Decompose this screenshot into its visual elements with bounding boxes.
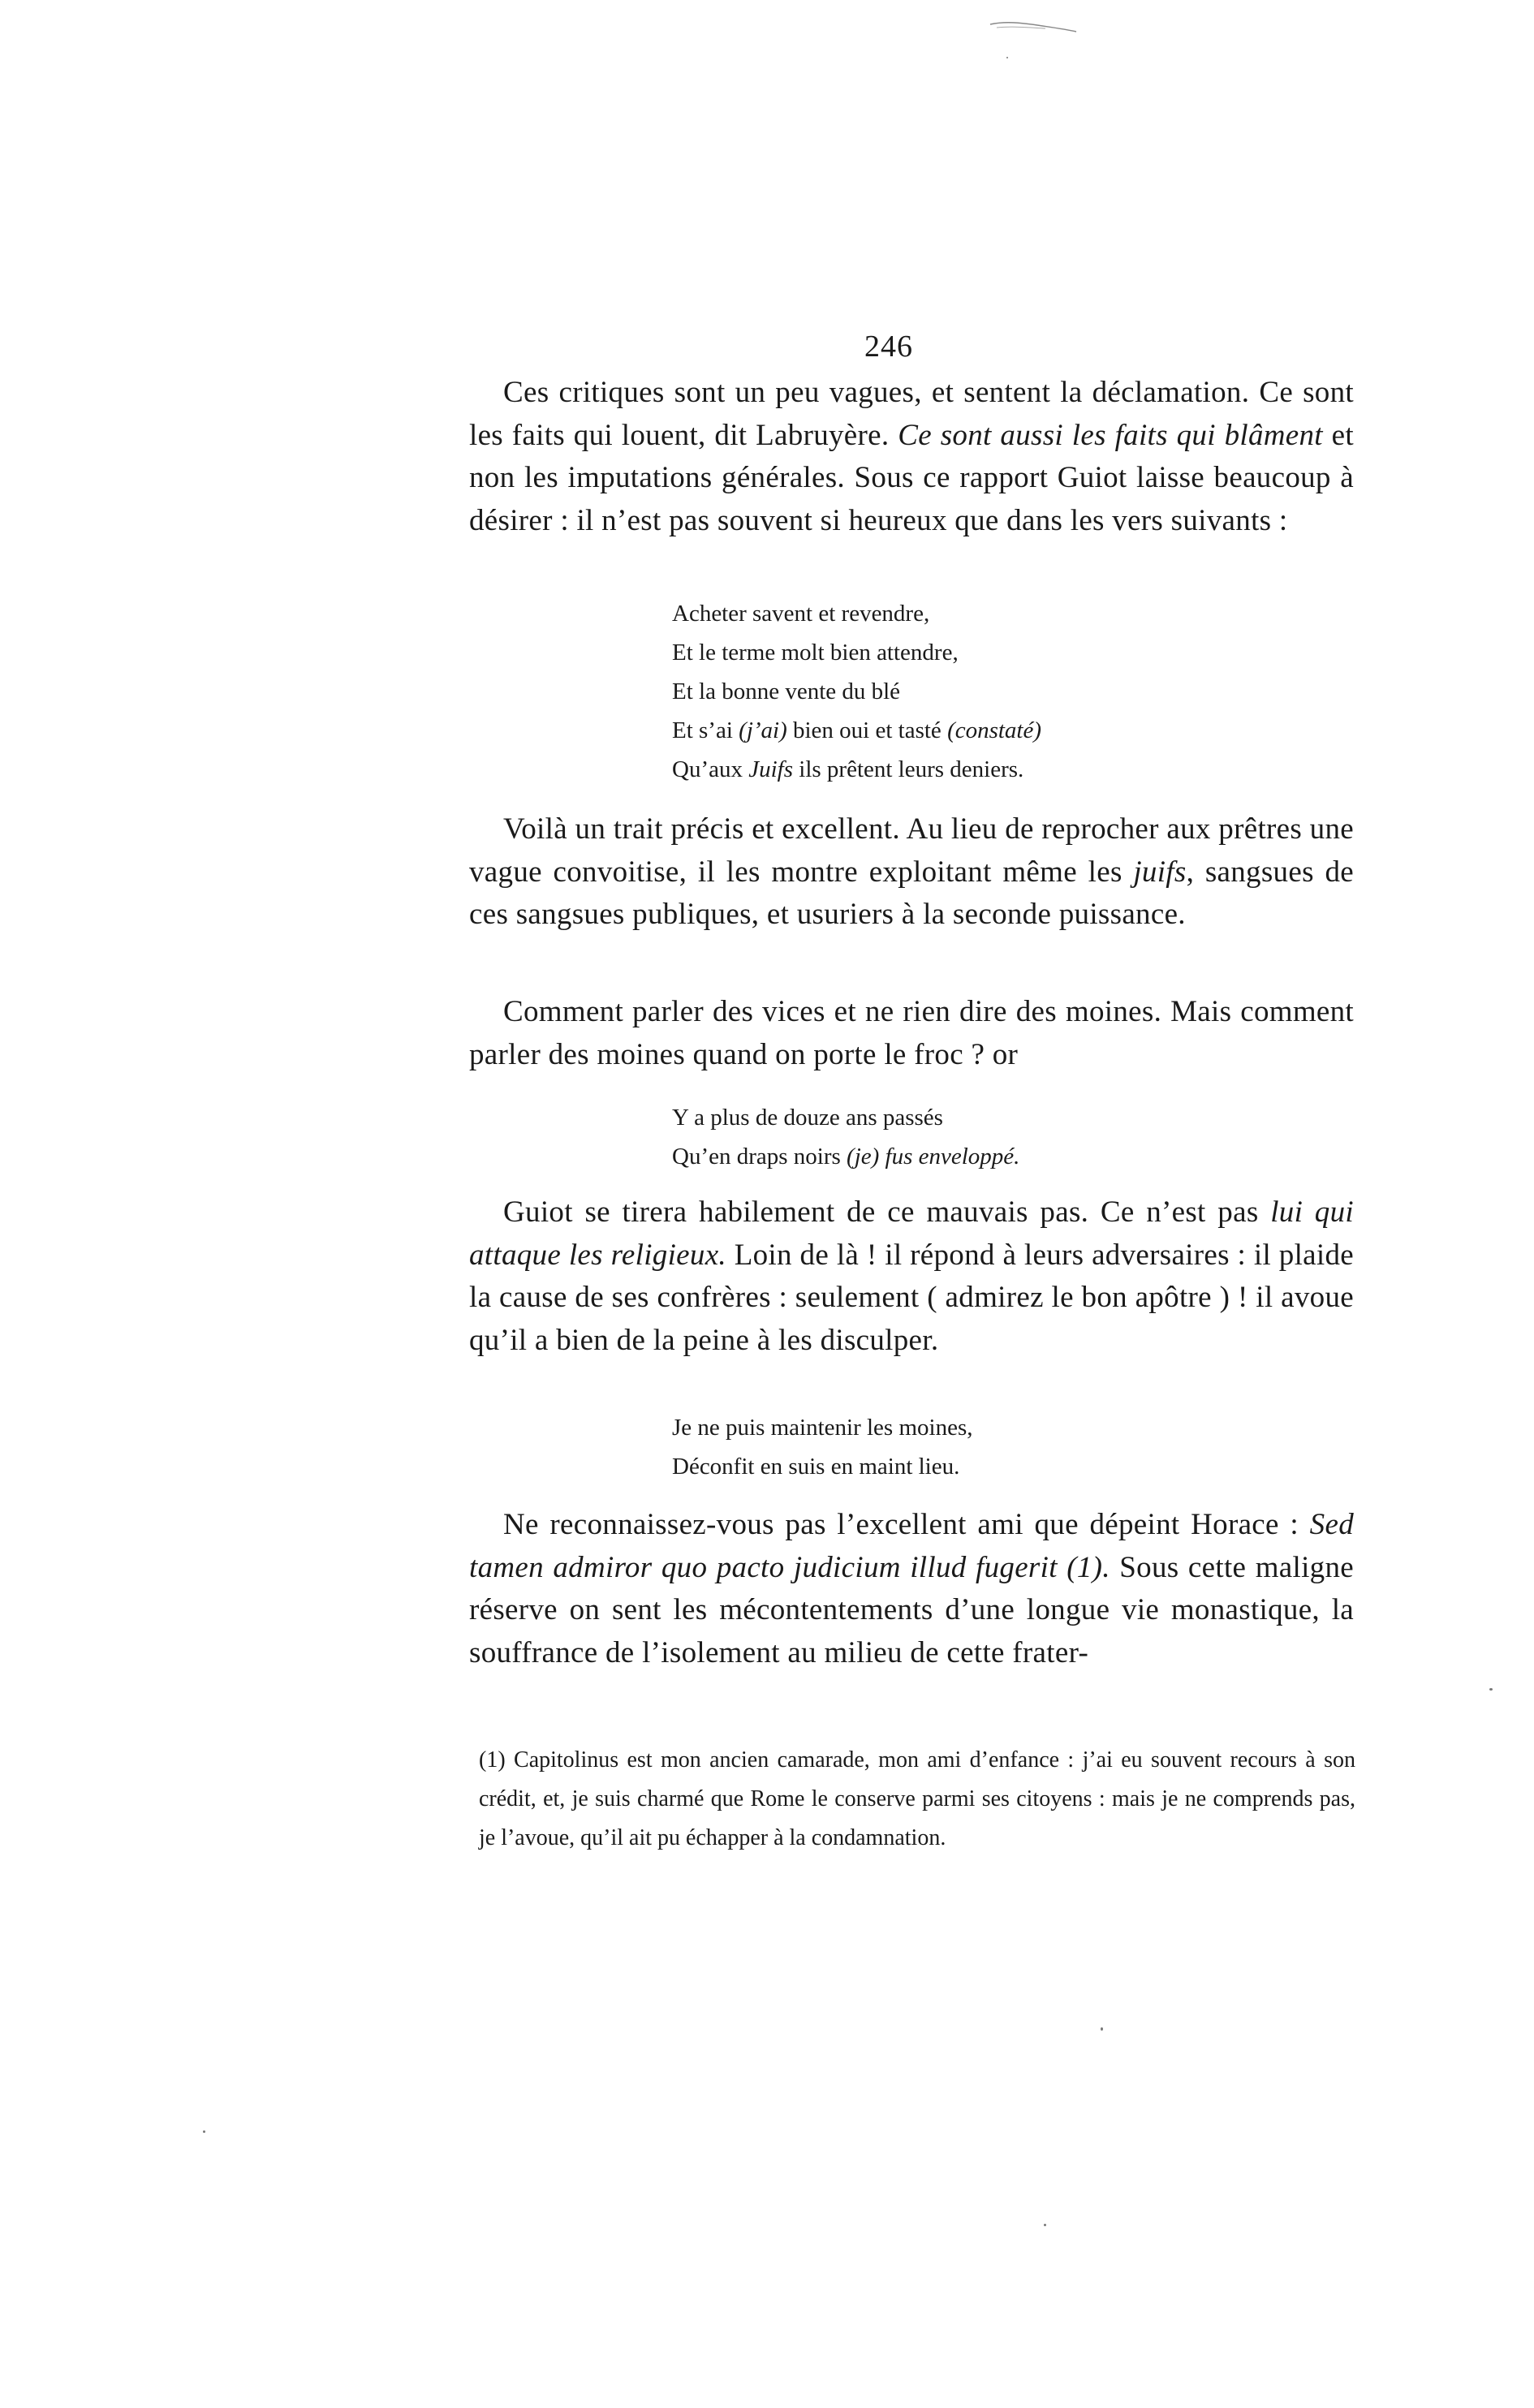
paragraph-5	[469, 1504, 1354, 1674]
paper-speck	[1489, 1688, 1493, 1691]
verse-1-line-5-text: Qu’aux	[672, 756, 749, 782]
verse-1-line-4	[672, 711, 1256, 750]
verse-1-line-4-gloss-2: (constaté)	[947, 717, 1042, 743]
paragraph-5-text-end: Sous cette maligne réserve on sent les mécontentements d’une longue vie monastique, la souffrance de l’isolement au milieu de cette frater-	[469, 1550, 1354, 1669]
verse-1-line-1: Acheter savent et revendre,	[672, 601, 930, 627]
paper-speck	[1006, 57, 1008, 58]
verse-2-line-2	[672, 1137, 1256, 1176]
verse-1-line-3: Et la bonne vente du blé	[672, 678, 901, 704]
verse-2-line-2-italic: fus enveloppé.	[885, 1144, 1020, 1170]
page-number: 246	[864, 330, 913, 364]
paragraph-5-text: Ne reconnaissez-vous pas l’excellent ami que dépeint Horace :	[503, 1508, 1310, 1541]
paragraph-1	[469, 372, 1354, 542]
verse-1-line-4-text: Et s’ai	[672, 717, 739, 743]
paragraph-4-italic: lui qui attaque les religieux.	[469, 1195, 1354, 1272]
verse-1-line-4-text-2: bien oui et tasté	[786, 717, 948, 743]
verse-3-line-2: Déconfit en suis en maint lieu.	[672, 1454, 960, 1480]
verse-1-line-5-italic: Juifs	[748, 756, 794, 782]
verse-2-line-2-gloss: (je)	[847, 1144, 880, 1170]
paragraph-1-text: Ces critiques sont un peu vagues, et sentent la déclamation. Ce sont les faits qui louent, dit Labruyère.	[469, 376, 1354, 452]
paper-speck	[1044, 2224, 1046, 2226]
paragraph-4-text: Guiot se tirera habilement de ce mauvais pas. Ce n’est pas	[503, 1195, 1271, 1229]
verse-2-line-1: Y a plus de douze ans passés	[672, 1105, 943, 1131]
paragraph-4	[469, 1191, 1354, 1362]
verse-quote-2	[672, 1098, 1256, 1176]
verse-2-line-2-text: Qu’en draps noirs	[672, 1144, 847, 1170]
paragraph-2	[469, 808, 1354, 937]
paragraph-2-italic: juifs	[1133, 855, 1187, 889]
ink-mark	[989, 18, 1078, 34]
paragraph-2-text: Voilà un trait précis et excellent. Au lieu de reprocher aux prêtres une vague convoitise, il les montre exploitant même les	[469, 812, 1354, 889]
verse-3-line-1: Je ne puis maintenir les moines,	[672, 1415, 973, 1441]
verse-1-line-2: Et le terme molt bien attendre,	[672, 640, 959, 666]
verse-quote-1	[672, 594, 1256, 789]
paragraph-2-text-end: , sangsues de ces sangsues publiques, et usuriers à la seconde puissance.	[469, 855, 1354, 931]
verse-1-line-5	[672, 750, 1256, 789]
paragraph-3	[469, 991, 1354, 1076]
verse-1-line-4-gloss-1: (j’ai)	[739, 717, 787, 743]
paragraph-3-text: Comment parler des vices et ne rien dire des moines. Mais comment parler des moines quand on porte le froc ? or	[469, 995, 1354, 1071]
paragraph-4-text-end: Loin de là ! il répond à leurs adversaires : il plaide la cause de ses confrères : seulement ( admirez le bon apôtre ) ! il avoue qu’il a bien de la peine à les disculper.	[469, 1238, 1354, 1357]
verse-quote-3	[672, 1408, 1256, 1486]
verse-1-line-5-text-2: ils prêtent leurs deniers.	[793, 756, 1024, 782]
footnote: (1) Capitolinus est mon ancien camarade, mon ami d’enfance : j’ai eu souvent recours à son crédit, et, je suis charmé que Rome le conserve parmi ses citoyens : mais je ne comprends pas, je l’avoue, qu’il ait pu échapper à la condamnation.	[479, 1747, 1355, 1850]
paragraph-1-text-end: et non les imputations générales. Sous ce rapport Guiot laisse beaucoup à désirer : il n’est pas souvent si heureux que dans les vers suivants :	[469, 418, 1354, 537]
paper-speck	[1101, 2027, 1103, 2031]
paper-speck	[203, 2130, 205, 2133]
paragraph-1-italic: Ce sont aussi les faits qui blâment	[898, 418, 1323, 452]
verse-2-line-2-space	[879, 1144, 885, 1170]
paragraph-5-italic: Sed tamen admiror quo pacto judicium illud fugerit (1).	[469, 1508, 1354, 1584]
